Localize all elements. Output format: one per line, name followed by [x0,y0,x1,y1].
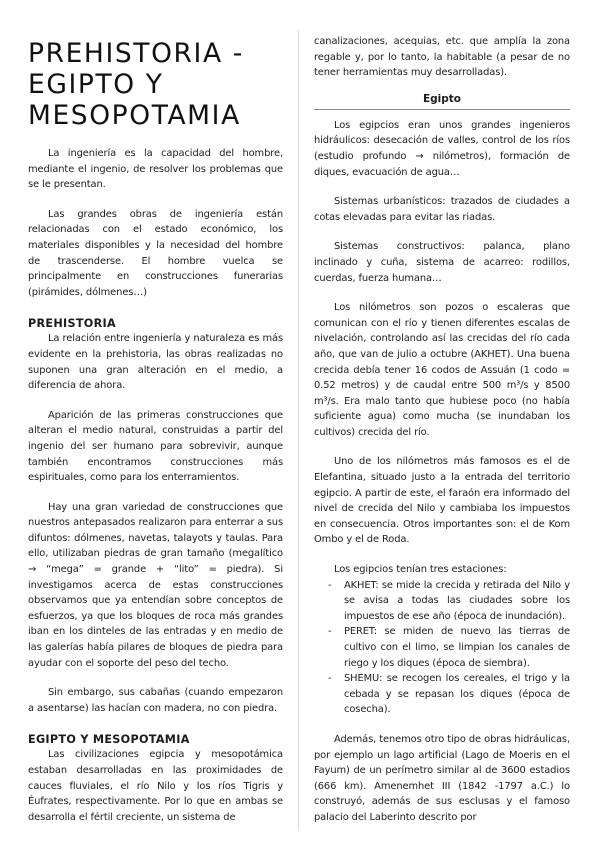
column-divider [298,30,299,830]
intro-paragraph-1: La ingeniería es la capacidad del hombre, mediante el ingenio, de resolver los problemas que se le presentan. [28,148,283,191]
left-column [28,0,283,825]
list-item: - SHEMU: se recogen los cereales, el trigo y la cebada y se repasan los diques (época de cosecha). [344,671,570,718]
egipto-paragraph-2: Sistemas urbanísticos: trazados de ciudades a cotas elevadas para evitar las riadas. [314,196,570,223]
subsection-heading-egipto: Egipto [314,92,570,110]
list-item: - AKHET: se mide la crecida y retirada del Nilo y se avisa a todas las ciudades sobre los impuestos de ese año (época de inundación). [344,578,570,625]
continued-paragraph: canalizaciones, acequias, etc. que amplía la zona regable y, por lo tanto, la habitable (a pesar de no tener herramientas muy desarrolladas). [314,36,570,79]
section-heading-prehistoria: PREHISTORIA [28,317,116,331]
egipto-paragraph-4: Los nilómetros son pozos o escaleras que comunican con el río y tienen diferentes escalas de nivelación, controlando así las crecidas del río cada año, que van de julio a octubre (AKHET). Una buena crecida debía tener 16 codos de Assuán (1 codo = 0.52 metros) y de caudal entre 500 m³/s y 8500 m³/s. Era malo tanto que hubiese poco (no había suficiente agua) como mucha (se inundaban los cultivos) crecida del río. [314,302,570,438]
prehistoria-paragraph-4: Sin embargo, sus cabañas (cuando empezaron a asentarse) las hacían con madera, no con piedra. [28,687,283,714]
egipto-mesopotamia-paragraph-1: Las civilizaciones egipcia y mesopotámica estaban desarrolladas en las proximidades de cauces fluviales, el río Nilo y los ríos Tigris y Éufrates, respectivamente. Por lo que en ambas se desarrolla el fértil creciente, un sistema de [28,749,283,823]
page-title: PREHISTORIA - EGIPTO Y MESOPOTAMIA [28,38,244,131]
list-item: - PERET: se miden de nuevo las tierras de cultivo con el limo, se limpian los canales de riego y los diques (época de siembra). [344,624,570,671]
seasons-list [314,578,570,718]
prehistoria-paragraph-2: Aparición de las primeras construcciones que alteran el medio natural, construidas a partir del ingenio del ser humano para sobrevivir, aunque también encontramos construcciones más espirituales, como para los enterramientos. [28,409,283,484]
egipto-paragraph-1: Los egipcios eran unos grandes ingenieros hidráulicos: desecación de valles, control de los ríos (estudio profundo → nilómetros), formación de diques, evacuación de agua… [314,119,570,178]
right-column [314,0,570,826]
egipto-paragraph-6: Además, tenemos otro tipo de obras hidráulicas, por ejemplo un lago artificial (Lago de Moeris en el Fayum) de un perímetro similar al de 3600 estadios (666 km). Amenemhet III (1842 -1797 a.C.) lo construyó, además de sus esclusas y el famoso palacio del Laberinto descrito por [314,733,570,823]
intro-paragraph-2: Las grandes obras de ingeniería están relacionadas con el estado económico, los materiales disponibles y la necesidad del hombre de trascenderse. El hombre vuelca se principalmente en construcciones funerarias (pirámides, dólmenes…) [28,208,283,298]
section-heading-egipto-mesopotamia: EGIPTO Y MESOPOTAMIA [28,733,190,747]
seasons-intro: Los egipcios tenían tres estaciones: [334,564,507,576]
egipto-paragraph-3: Sistemas constructivos: palanca, plano inclinado y cuña, sistema de acarreo: rodillos, cuerdas, fuerza humana… [314,241,570,284]
egipto-paragraph-5: Uno de los nilómetros más famosos es el de Elefantina, situado justo a la entrada del territorio egipcio. A partir de este, el faraón era informado del nivel de crecida del Nilo y cambiaba los impuestos en consecuencia. Otros importantes son: el de Kom Ombo y el de Roda. [314,456,570,546]
prehistoria-paragraph-1: La relación entre ingeniería y naturaleza es más evidente en la prehistoria, las obras realizadas no suponen una gran alteración en el medio, a diferencia de ahora. [28,333,283,392]
prehistoria-paragraph-3: Hay una gran variedad de construcciones que nuestros antepasados realizaron para enterrar a sus difuntos: dólmenes, navetas, talayots y taulas. Para ello, utilizaban piedras de gran tamaño (megalítico → “mega” = grande + “lito” = piedra). Si investigamos acerca de estas construcciones observamos que ya entendían sobre conceptos de esfuerzos, ya que los bloques de roca más grandes iban en los dinteles de las entradas y en medio de las galerías había pilares de bloques de piedra para ayudar con el soporte del peso del techo. [28,501,283,669]
